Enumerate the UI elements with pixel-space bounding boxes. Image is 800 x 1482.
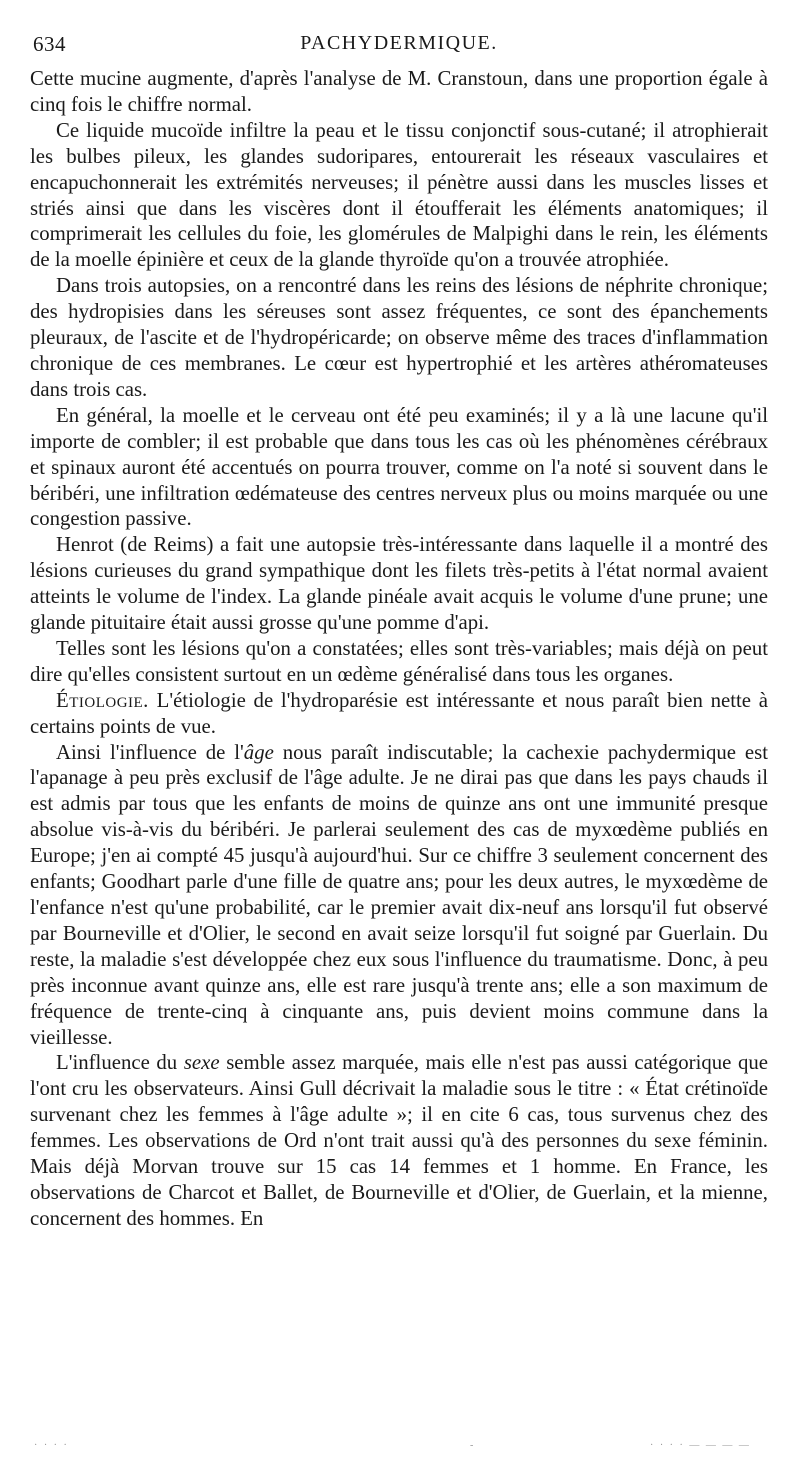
paragraph-text-start: L'influence du	[56, 1051, 184, 1075]
paragraph-text: Cette mucine augmente, d'après l'analyse de M. Cranstoun, dans une proportion égale à cinq fois le chiffre normal.	[30, 67, 768, 116]
emphasis-sexe: sexe	[183, 1051, 220, 1075]
paragraph-text: Henrot (de Reims) a fait une autopsie très-intéressante dans laquelle il a montré des lésions curieuses du grand sympathique dont les filets très-petits à l'état normal avaient atteints le volume de l'index. La glande pinéale avait acquis le volume d'une prune; une glande pituitaire était aussi grosse qu'une pomme d'api.	[30, 533, 768, 635]
paragraph-etiologie	[30, 688, 768, 740]
paragraph-text: nous paraît indiscutable; la cachexie pachydermique est l'apanage à peu près exclusif de l'âge adulte. Je ne dirai pas que dans les pays chauds il est admis par tous que les enfants de moins de quinze ans ont une immunité presque absolue vis-à-vis du béribéri. Je parlerai seulement des cas de myxœdème publiés en Europe; j'en ai compté 45 jusqu'à aujourd'hui. Sur ce chiffre 3 seulement concernent des enfants; Goodhart parle d'une fille de quatre ans; pour les deux autres, le myxœdème de l'enfance n'est qu'une probabilité, car le premier avait dix-neuf ans lorsqu'il fut observé par Bourneville et d'Olier, le second en avait seize lorsqu'il fut soigné par Guerlain. Du reste, la maladie s'est développée chez eux sous l'influence du traumatisme. Donc, à peu près inconnue avant quinze ans, elle est rare jusqu'à trente ans; elle a son maximum de fréquence de trente-cinq à cinquante ans, puis devient moins commune dans la vieillesse.	[30, 740, 768, 1049]
paragraph-text-start: Ainsi l'influence de l'	[56, 740, 244, 764]
paragraph-text: Telles sont les lésions qu'on a constatées; elles sont très-variables; mais déjà on peut dire qu'elles consistent surtout en un œdème généralisé dans tous les organes.	[30, 636, 768, 686]
section-heading-etiologie: Étiologie.	[56, 688, 149, 712]
page-number: 634	[33, 32, 66, 56]
page-header	[30, 30, 768, 66]
running-title: PACHYDERMIQUE.	[300, 32, 498, 54]
paragraph	[30, 1050, 768, 1231]
scan-footer-marks: · · · · - · · · · — — — —	[34, 1440, 751, 1451]
page	[30, 30, 768, 1232]
paragraph-text: semble assez marquée, mais elle n'est pas aussi catégorique que l'ont cru les observateurs. Ainsi Gull décrivait la maladie sous le titre : « État crétinoïde survenant chez les femmes à l'âge adulte »; il en cite 6 cas, tous survenus chez des femmes. Les observations de Ord n'ont trait aussi qu'à des personnes du sexe féminin. Mais déjà Morvan trouve sur 15 cas 14 femmes et 1 homme. En France, les observations de Charcot et Ballet, de Bourneville et d'Olier, de Guerlain, et la mienne, concernent des hommes. En	[30, 1051, 768, 1230]
body-text	[30, 66, 768, 1232]
paragraph	[30, 273, 768, 403]
paragraph	[30, 740, 768, 1051]
emphasis-age: âge	[243, 740, 274, 764]
paragraph	[30, 118, 768, 273]
paragraph	[30, 403, 768, 533]
paragraph-text: En général, la moelle et le cerveau ont été peu examinés; il y a là une lacune qu'il importe de combler; il est probable que dans tous les cas où les phénomènes cérébraux et spinaux auront été accentués on pourra trouver, comme on l'a noté si souvent dans le béribéri, une infiltration œdémateuse des centres nerveux plus ou moins marquée ou une congestion passive.	[30, 403, 768, 531]
paragraph	[30, 532, 768, 636]
paragraph-text: L'étiologie de l'hydroparésie est intéressante et nous paraît bien nette à certains points de vue.	[30, 688, 768, 738]
paragraph-text: Ce liquide mucoïde infiltre la peau et le tissu conjonctif sous-cutané; il atrophierait les bulbes pileux, les glandes sudoripares, entourerait les réseaux vasculaires et encapuchonnerait les extrémités nerveuses; il pénètre aussi dans les muscles lisses et striés ainsi que dans les viscères dont il étoufferait les éléments anatomiques; il comprimerait les cellules du foie, les glomérules de Malpighi dans le rein, les éléments de la moelle épinière et ceux de la glande thyroïde qu'on a trouvée atrophiée.	[30, 118, 768, 272]
paragraph-continuation	[30, 66, 768, 118]
paragraph-text: Dans trois autopsies, on a rencontré dans les reins des lésions de néphrite chronique; des hydropisies dans les séreuses sont assez fréquentes, ce sont des épanchements pleuraux, de l'ascite et de l'hydropéricarde; on observe même des traces d'inflammation chronique de ces membranes. Le cœur est hypertrophié et les artères athéromateuses dans trois cas.	[30, 274, 768, 401]
paragraph	[30, 636, 768, 688]
